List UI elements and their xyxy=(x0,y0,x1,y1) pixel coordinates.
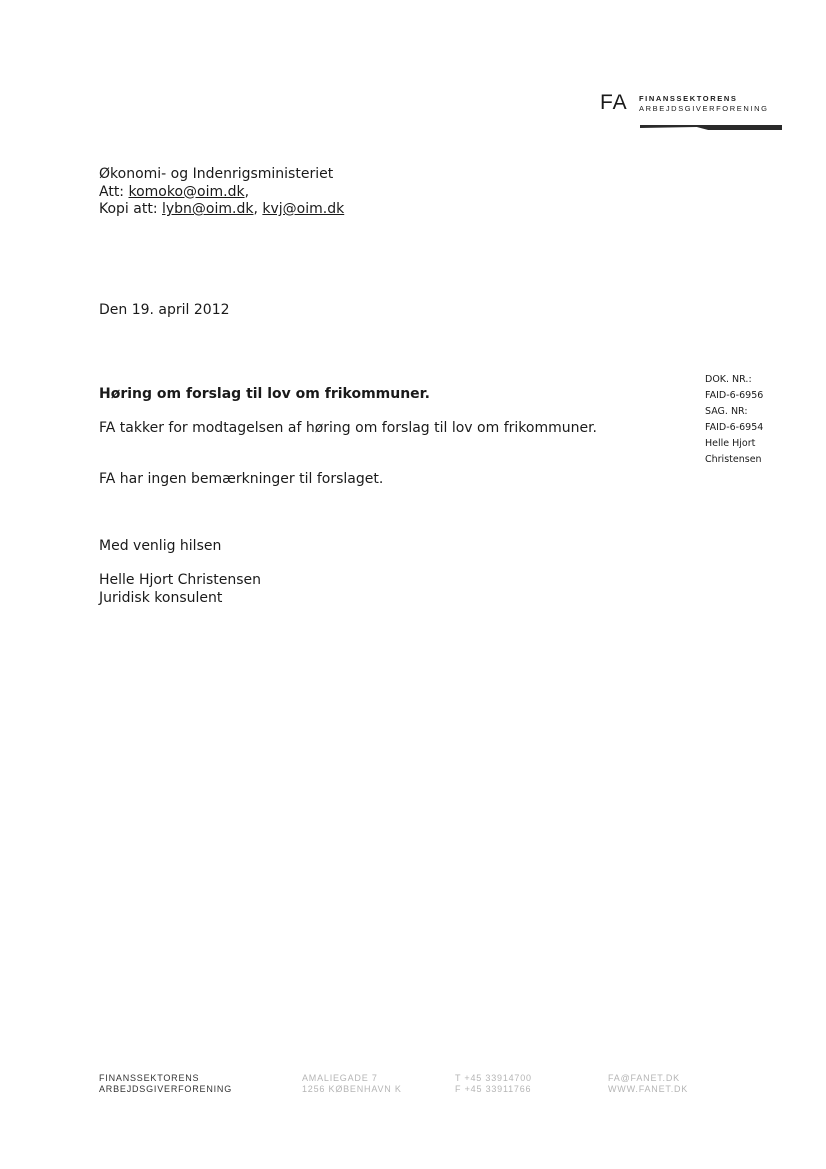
signature-title: Juridisk konsulent xyxy=(99,589,223,606)
logo-line2: ARBEJDSGIVERFORENING xyxy=(639,104,769,113)
body-paragraph-1: FA takker for modtagelsen af høring om forslag til lov om frikommuner. xyxy=(99,420,597,436)
att-email-link[interactable]: komoko@oim.dk xyxy=(128,183,245,200)
contact-name-2: Christensen xyxy=(705,454,762,465)
copy-email-link-1[interactable]: lybn@oim.dk xyxy=(162,201,254,217)
footer-org-line1: FINANSSEKTORENS xyxy=(99,1073,200,1083)
dok-label: DOK. NR.: xyxy=(705,374,752,385)
footer-web xyxy=(608,1073,688,1095)
footer-phone xyxy=(455,1073,532,1095)
footer-fax: F +45 33911766 xyxy=(455,1084,532,1094)
footer-address xyxy=(302,1073,402,1095)
signature-name: Helle Hjort Christensen xyxy=(99,572,262,588)
body-paragraph-2: FA har ingen bemærkninger til forslaget. xyxy=(99,471,384,487)
signature xyxy=(99,572,261,607)
recipient-name: Økonomi- og Indenrigsministeriet xyxy=(99,166,334,182)
footer-email: FA@FANET.DK xyxy=(608,1073,680,1083)
logo-bar xyxy=(640,125,782,130)
footer-street: AMALIEGADE 7 xyxy=(302,1073,378,1083)
sag-label: SAG. NR: xyxy=(705,406,748,417)
copy-prefix: Kopi att: xyxy=(99,201,162,217)
document-reference xyxy=(705,372,763,468)
footer-org-line2: ARBEJDSGIVERFORENING xyxy=(99,1084,233,1094)
att-suffix: , xyxy=(244,183,250,200)
logo-mark: FA xyxy=(600,91,628,114)
footer-org xyxy=(99,1073,232,1095)
copy-separator: , xyxy=(253,201,263,217)
closing: Med venlig hilsen xyxy=(99,538,222,554)
footer-website: WWW.FANET.DK xyxy=(608,1084,689,1094)
sag-value: FAID-6-6954 xyxy=(705,422,764,433)
dok-value: FAID-6-6956 xyxy=(705,390,764,401)
footer-telephone: T +45 33914700 xyxy=(455,1073,532,1083)
att-prefix: Att: xyxy=(99,183,129,200)
contact-name-1: Helle Hjort xyxy=(705,438,756,449)
logo-line1: FINANSSEKTORENS xyxy=(639,94,738,103)
letter-subject: Høring om forslag til lov om frikommuner. xyxy=(99,386,430,402)
letter-date: Den 19. april 2012 xyxy=(99,302,230,318)
att-line xyxy=(99,184,344,202)
copy-line xyxy=(99,201,344,219)
fa-logo xyxy=(600,92,782,134)
recipient-block xyxy=(99,166,344,219)
footer-city: 1256 KØBENHAVN K xyxy=(302,1084,402,1094)
copy-email-link-2[interactable]: kvj@oim.dk xyxy=(262,201,345,217)
